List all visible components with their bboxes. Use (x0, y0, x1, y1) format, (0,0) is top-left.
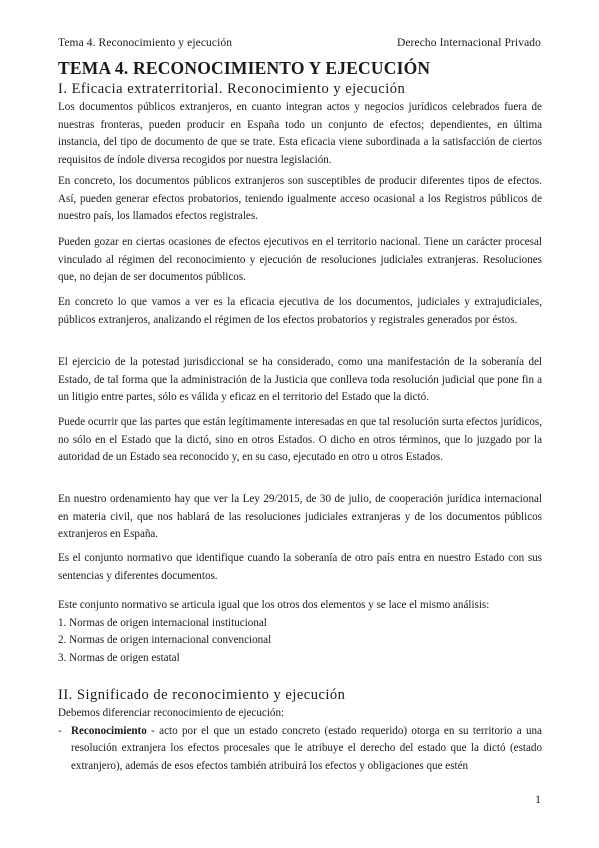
list-item: 1. Normas de origen internacional institucional (58, 616, 267, 629)
page-title: TEMA 4. RECONOCIMIENTO Y EJECUCIÓN (58, 58, 431, 78)
term-reconocimiento: Reconocimiento (71, 724, 147, 737)
section-2-body (58, 705, 542, 775)
paragraph: El ejercicio de la potestad jurisdiccional se ha considerado, como una manifestación de la soberanía del Estado, de tal forma que la administración de la Justicia que conlleva toda resolución judicial que pone fin a un litigio entre partes, sólo es válida y eficaz en el territorio del Estado que la dictó. (58, 356, 542, 403)
list-item (58, 723, 542, 776)
section-heading-1: I. Eficacia extraterritorial. Reconocimiento y ejecución (58, 81, 406, 97)
section-1-para-9 (58, 597, 542, 667)
section-1-para-6 (58, 414, 542, 467)
dash-bullet: - (58, 724, 62, 737)
page-number: 1 (535, 792, 541, 806)
paragraph: Debemos diferenciar reconocimiento de ejecución: (58, 707, 285, 719)
paragraph: En concreto, los documentos públicos extranjeros son susceptibles de producir diferentes tipos de efectos. Así, pueden generar efectos probatorios, teniendo igualmente acceso ocasional a los Registros públicos de nuestro país, los llamados efectos registrales. (58, 175, 542, 222)
header-course: Derecho Internacional Privado (396, 37, 541, 49)
section-1-para-8 (58, 550, 542, 585)
list-item: 3. Normas de origen estatal (58, 651, 180, 664)
list-item: 2. Normas de origen internacional convencional (58, 634, 272, 646)
paragraph: Este conjunto normativo se articula igual que los otros dos elementos y se lace el mismo análisis: (58, 599, 490, 611)
paragraph: Puede ocurrir que las partes que están legítimamente interesadas en que tal resolución surta efectos jurídicos, no sólo en el Estado que la dictó, sino en otros Estados. O dicho en otros términos, que lo juzgado por la autoridad de un Estado sea reconocido y, en su caso, ejecutado en otro u otros Estados. (58, 416, 542, 463)
section-1-para-3 (58, 234, 542, 287)
paragraph: Pueden gozar en ciertas ocasiones de efectos ejecutivos en el territorio nacional. Tiene un carácter procesal vinculado al régimen del reconocimiento y ejecución de resoluciones judiciales extranjeras. Resoluciones que, no dejan de ser documentos públicos. (58, 236, 542, 283)
term-definition: - acto por el que un estado concreto (estado requerido) otorga en su territorio a una resolución extranjera los efectos procesales que le atribuye el derecho del estado que la dictó (estado extranjero), además de esos efectos también atribuirá los efectos y obligaciones que estén (71, 724, 542, 772)
paragraph: Los documentos públicos extranjeros, en cuanto integran actos y negocios jurídicos celebrados fuera de nuestras fronteras, pueden producir en España todo un conjunto de efectos; dependientes, en última instancia, del tipo de documento de que se trate. Esta eficacia viene subordinada a la satisfacción de ciertos requisitos de índole diversa recogidos por nuestra legislación. (58, 101, 542, 166)
header-chapter: Tema 4. Reconocimiento y ejecución (58, 37, 233, 49)
norms-list (58, 615, 542, 668)
paragraph: En nuestro ordenamiento hay que ver la Ley 29/2015, de 30 de julio, de cooperación jurídica internacional en materia civil, que nos hablará de las resoluciones judiciales extranjeras y de los documentos públicos extranjeros en España. (58, 493, 542, 540)
section-heading-2: II. Significado de reconocimiento y ejecución (58, 687, 346, 703)
section-1-para-2 (58, 173, 542, 226)
section-1-body (58, 99, 542, 169)
section-1-para-7 (58, 491, 542, 544)
section-1-para-4 (58, 294, 542, 329)
section-1-para-5 (58, 354, 542, 407)
running-header (58, 37, 541, 49)
paragraph: En concreto lo que vamos a ver es la eficacia ejecutiva de los documentos, judiciales y extrajudiciales, públicos extranjeros, analizando el régimen de los efectos probatorios y registrales generados por éstos. (58, 296, 542, 326)
paragraph: Es el conjunto normativo que identifique cuando la soberanía de otro país entra en nuestro Estado con sus sentencias y diferentes documentos. (58, 552, 542, 582)
